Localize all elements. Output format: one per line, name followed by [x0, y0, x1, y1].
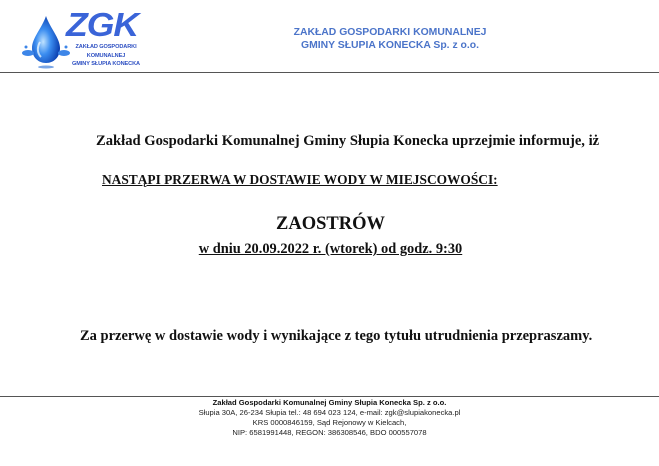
header-company-name: [260, 26, 520, 52]
logo-subtitle-line: KOMUNALNEJ: [86, 52, 126, 59]
zgk-logo: [18, 8, 148, 70]
logo-subtitle-line: ZAKŁAD GOSPODARKI: [75, 44, 137, 50]
logo-subtitle-line: GMINY SŁUPIA KONECKA: [72, 61, 140, 68]
footer-company-name: Zakład Gospodarki Komunalnej Gminy Słupia Konecka Sp. z o.o.: [212, 398, 447, 407]
intro-text: Zakład Gospodarki Komunalnej Gminy Słupia Konecka uprzejmie informuje, iż: [96, 133, 600, 149]
footer-divider: [0, 396, 659, 397]
company-name-line: ZAKŁAD GOSPODARKI KOMUNALNEJ: [293, 27, 487, 38]
footer-krs: KRS 0000846159, Sąd Rejonowy w Kielcach,: [252, 418, 407, 427]
footer: [0, 398, 659, 438]
apology-text: Za przerwę w dostawie wody i wynikające z tego tytułu utrudnienia przepraszamy.: [80, 328, 593, 344]
logo-brand-text: ZGK: [66, 6, 139, 43]
footer-ids: NIP: 6581991448, REGON: 386308546, BDO 000557078: [232, 428, 427, 437]
location-name: ZAOSTRÓW: [276, 214, 385, 234]
letterhead: [0, 0, 659, 72]
outage-date: w dniu 20.09.2022 r. (wtorek) od godz. 9:30: [198, 241, 463, 257]
notice-heading: NASTĄPI PRZERWA W DOSTAWIE WODY W MIEJSCOWOŚCI:: [102, 172, 498, 187]
header-divider: [0, 72, 659, 73]
footer-address: Słupia 30A, 26-234 Słupia tel.: 48 694 023 124, e-mail: zgk@slupiakonecka.pl: [198, 408, 461, 417]
company-name-line: GMINY SŁUPIA KONECKA Sp. z o.o.: [301, 40, 479, 51]
logo-subtitle: [72, 43, 140, 69]
water-drop-icon: [20, 14, 72, 70]
